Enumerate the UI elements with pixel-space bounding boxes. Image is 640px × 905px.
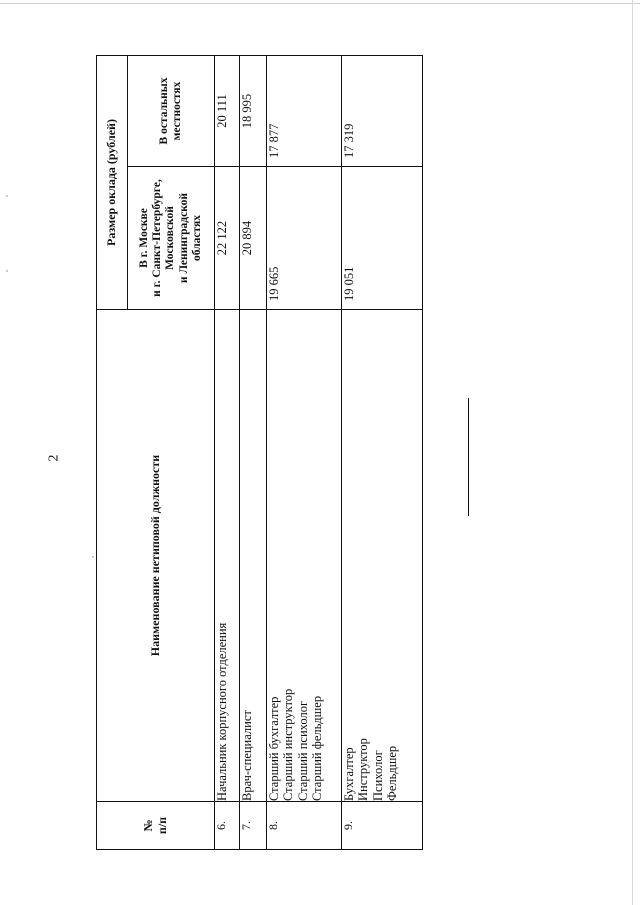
header-salary-group-label: Размер оклада (рублей) <box>104 119 119 246</box>
row-number: 8. <box>267 802 342 850</box>
header-other-cell <box>128 56 215 167</box>
salary-table-container <box>96 56 422 850</box>
salary-other: 17 877 <box>267 56 342 167</box>
position-name: Инструктор <box>356 738 371 801</box>
salary-other: 20 111 <box>215 56 240 167</box>
salary-moscow: 22 122 <box>215 167 240 310</box>
header-other-line: местностях <box>171 81 183 141</box>
position-name: Фельдшер <box>385 745 400 801</box>
position-name: Старший психолог <box>295 700 310 801</box>
table-row <box>240 56 267 850</box>
header-name-label: Наименование нетиповой должности <box>147 454 162 657</box>
scan-speck <box>6 270 8 272</box>
table-row <box>267 56 342 850</box>
position-name: Старший фельдшер <box>310 695 325 801</box>
header-other-line: В остальных <box>157 77 170 145</box>
position-name: Начальник корпусного отделения <box>215 622 229 801</box>
position-name-cell <box>267 310 342 802</box>
row-number: 6. <box>215 802 240 850</box>
salary-other: 18 995 <box>240 56 267 167</box>
header-name-cell <box>97 310 215 802</box>
scan-speck <box>6 195 8 197</box>
salary-moscow: 20 894 <box>240 167 267 310</box>
header-salary-group <box>97 56 128 310</box>
page-number-text: 2 <box>46 454 61 462</box>
position-name-cell <box>240 310 267 802</box>
header-moscow-line: В г. Москве <box>137 208 150 268</box>
header-number-cell <box>97 802 215 850</box>
position-name: Старший бухгалтер <box>267 696 281 801</box>
header-number-label: № <box>140 819 155 832</box>
header-moscow-line: областях <box>190 215 203 261</box>
scan-speck <box>92 556 94 558</box>
salary-other: 17 319 <box>342 56 423 167</box>
salary-moscow: 19 665 <box>267 167 342 310</box>
header-moscow-cell <box>128 167 215 310</box>
table-header-row <box>97 56 128 850</box>
row-number: 9. <box>342 802 423 850</box>
row-number: 7. <box>240 802 267 850</box>
position-name: Старший инструктор <box>281 688 296 801</box>
position-name: Психолог <box>370 750 385 801</box>
table-row <box>215 56 240 850</box>
separator-line <box>468 398 469 516</box>
position-name: Бухгалтер <box>342 747 356 801</box>
salary-table <box>96 55 423 850</box>
position-name-cell <box>342 310 423 802</box>
page-edge-top <box>0 3 640 4</box>
table-row <box>342 56 423 850</box>
position-name: Врач-специалист <box>240 710 254 801</box>
page-number <box>43 447 65 469</box>
header-moscow-line: Московской <box>164 206 177 270</box>
header-number-sublabel: п/п <box>154 816 169 835</box>
page-edge-right <box>632 0 633 905</box>
salary-moscow: 19 051 <box>342 167 423 310</box>
header-moscow-line: и г. Санкт-Петербурге, <box>151 179 164 297</box>
header-moscow-line: и Ленинградской <box>177 192 190 284</box>
position-name-cell <box>215 310 240 802</box>
